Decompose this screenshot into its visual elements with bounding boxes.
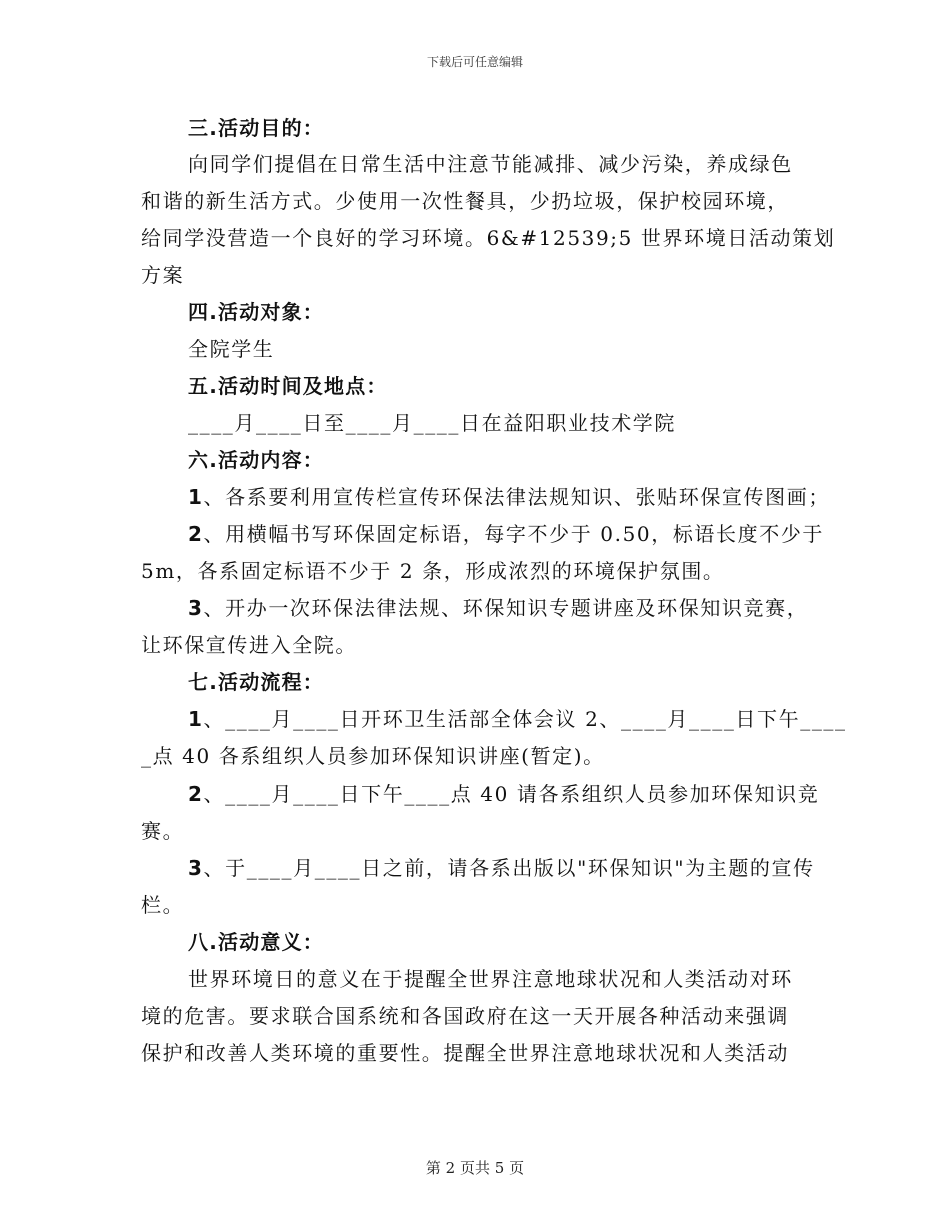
- process-item-2-continued: 赛。: [141, 819, 185, 843]
- meaning-line-1: 世界环境日的意义在于提醒全世界注意地球状况和人类活动对环: [188, 967, 793, 991]
- content-item-2-number: 2: [188, 522, 204, 546]
- section-heading-meaning: 八.活动意义：: [188, 930, 324, 954]
- process-item-1-continued: _点 40 各系组织人员参加环保知识讲座(暂定)。: [141, 744, 605, 768]
- content-item-2-continued: 5m，各系固定标语不少于 2 条，形成浓烈的环境保护氛围。: [141, 559, 725, 583]
- section-heading-purpose: 三.活动目的：: [188, 116, 324, 140]
- page-footer-number: 第 2 页共 5 页: [425, 1159, 525, 1177]
- process-item-3-continued: 栏。: [141, 893, 185, 917]
- process-item-2: [188, 780, 819, 808]
- content-item-3-continued: 让环保宣传进入全院。: [141, 633, 357, 657]
- purpose-line-1: 向同学们提倡在日常生活中注意节能减排、减少污染，养成绿色: [188, 152, 793, 176]
- section-heading-content: 六.活动内容：: [188, 448, 324, 472]
- content-item-2: [188, 520, 824, 548]
- process-item-1: [188, 705, 847, 733]
- process-item-3-number: 3: [188, 856, 204, 880]
- purpose-line-4: 方案: [141, 263, 185, 287]
- content-item-1-number: 1: [188, 485, 204, 509]
- content-item-3-number: 3: [188, 596, 204, 620]
- section-heading-time-place: 五.活动时间及地点：: [188, 374, 388, 398]
- process-item-2-number: 2: [188, 782, 204, 806]
- process-item-1-text: 、____月____日开环卫生活部全体会议 2、____月____日下午____: [203, 707, 847, 731]
- time-place-text: ____月____日至____月____日在益阳职业技术学院: [188, 411, 676, 435]
- purpose-line-3: 给同学没营造一个良好的学习环境。6&#12539;5 世界环境日活动策划: [141, 226, 836, 250]
- target-text: 全院学生: [188, 337, 275, 361]
- process-item-2-text: 、____月____日下午____点 40 请各系组织人员参加环保知识竞: [203, 782, 820, 806]
- section-heading-process: 七.活动流程：: [188, 670, 324, 694]
- meaning-line-2: 境的危害。要求联合国系统和各国政府在这一天开展各种活动来强调: [141, 1004, 789, 1028]
- page-header-note: 下载后可任意编辑: [426, 55, 523, 69]
- content-item-3-text: 、开办一次环保法律法规、环保知识专题讲座及环保知识竞赛，: [203, 596, 809, 620]
- section-heading-target: 四.活动对象：: [188, 300, 324, 324]
- process-item-1-number: 1: [188, 707, 204, 731]
- meaning-line-3: 保护和改善人类环境的重要性。提醒全世界注意地球状况和人类活动: [141, 1041, 789, 1065]
- content-item-3: [188, 594, 808, 622]
- purpose-line-2: 和谐的新生活方式。少使用一次性餐具，少扔垃圾，保护校园环境，: [141, 189, 789, 213]
- content-item-2-text: 、用横幅书写环保固定标语，每字不少于 0.50，标语长度不少于: [203, 522, 825, 546]
- content-item-1: [188, 483, 830, 511]
- process-item-3: [188, 854, 815, 882]
- content-item-1-text: 、各系要利用宣传栏宣传环保法律法规知识、张贴环保宣传图画；: [203, 485, 830, 509]
- process-item-3-text: 、于____月____日之前，请各系出版以"环保知识"为主题的宣传: [203, 856, 815, 880]
